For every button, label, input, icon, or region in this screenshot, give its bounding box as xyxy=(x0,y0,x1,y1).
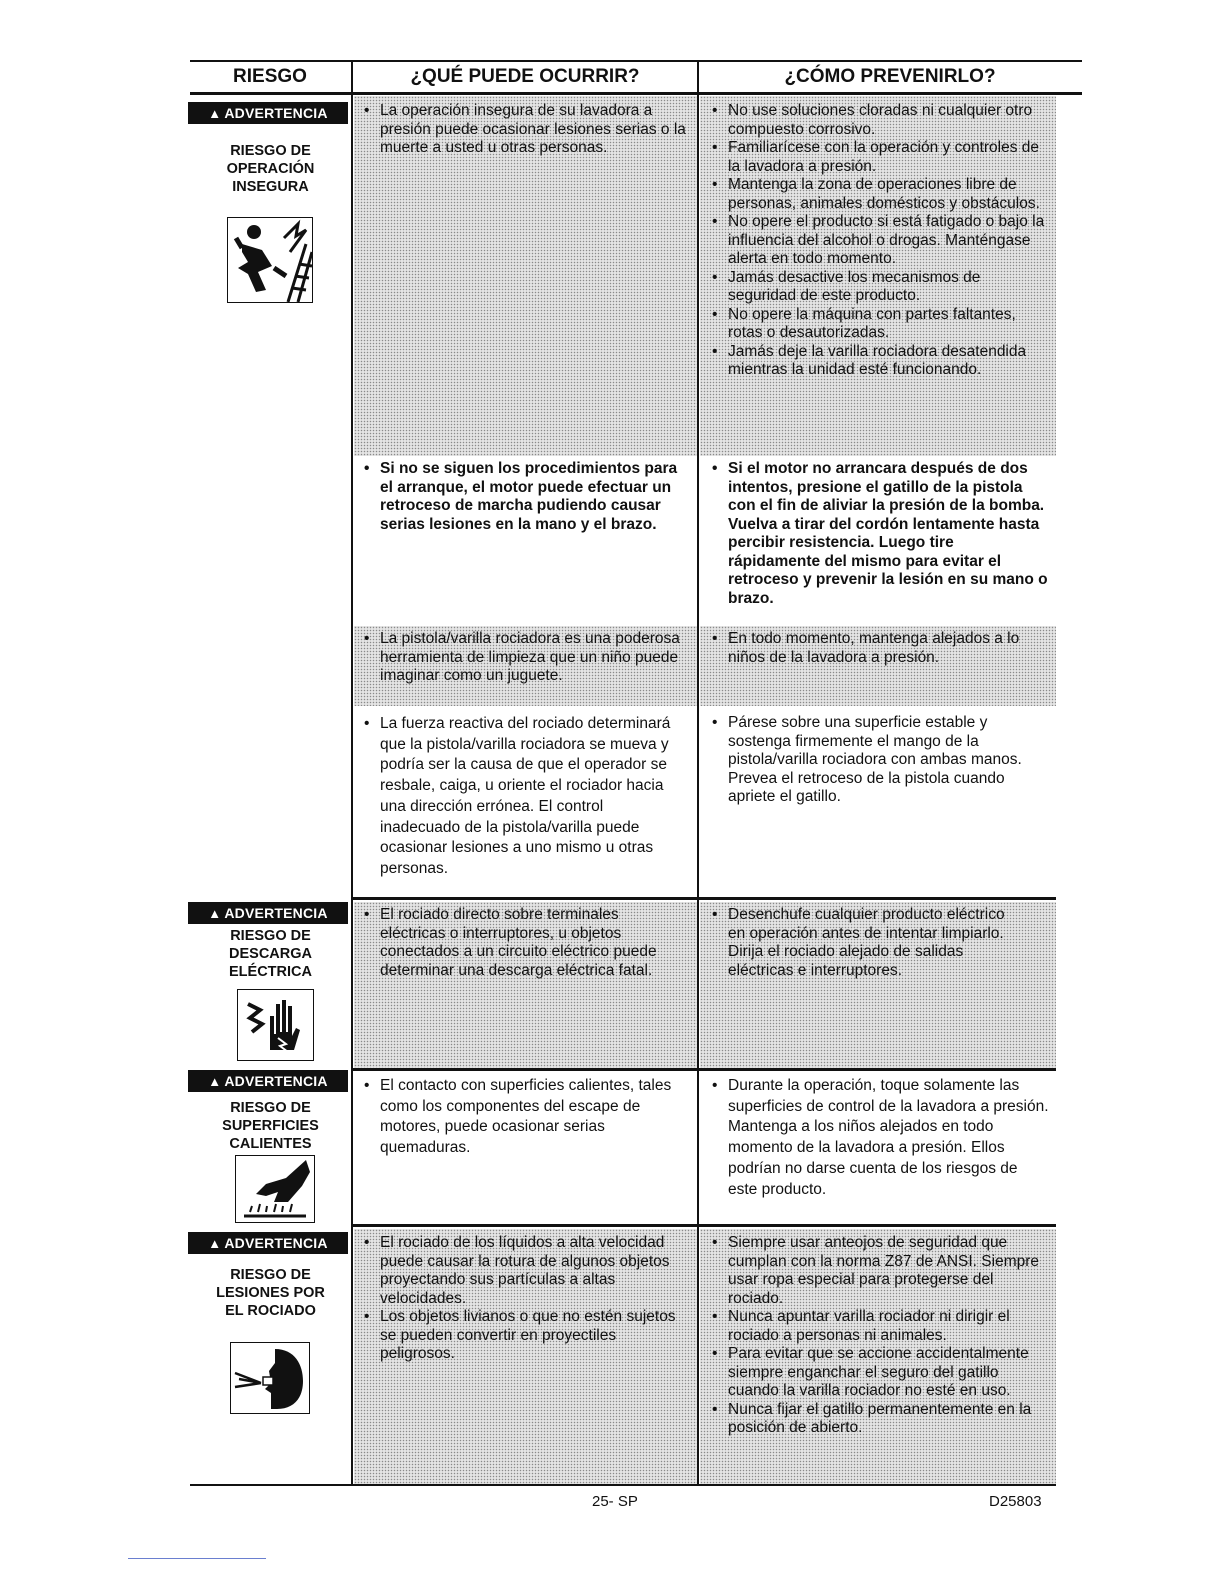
section-rule-1 xyxy=(352,897,1056,900)
list-item: • El rociado de los líquidos a alta velocidad puede causar la rotura de algunos objetos proyectando sus partículas a altas velocidades. xyxy=(358,1234,683,1308)
list-item: • Jamás desactive los mecanismos de seguridad de este producto. xyxy=(706,269,1046,306)
s1-row2-how xyxy=(706,460,1050,608)
s4-row1-what xyxy=(358,1234,683,1364)
s1-row4-what xyxy=(358,714,678,880)
warning-badge: ▲ ADVERTENCIA xyxy=(188,1232,348,1254)
hot-surface-hand-icon xyxy=(235,1155,315,1223)
warning-triangle-icon: ▲ xyxy=(208,1235,222,1251)
spray-face-icon xyxy=(230,1342,310,1414)
document-code: D25803 xyxy=(989,1493,1042,1510)
s4-row1-how xyxy=(706,1234,1051,1438)
list-item: • Mantenga la zona de operaciones libre de personas, animales domésticos y obstáculos. xyxy=(706,176,1046,213)
list-item: • Párese sobre una superficie estable y sostenga firmemente el mango de la pistola/varilla rociadora con ambas manos. Prevea el retroceso de la pistola cuando apriete el gatillo. xyxy=(706,714,1046,807)
electric-shock-hand-icon xyxy=(237,989,314,1061)
list-item: • La fuerza reactiva del rociado determinará que la pistola/varilla rociadora se mueva y podría ser la causa de que el operador se resbale, caiga, u oriente el rociador hacia una dirección errónea. El control inadecuado de la pistola/varilla puede ocasionar lesiones a uno mismo u otras personas. xyxy=(358,714,678,880)
list-item: • Para evitar que se accione accidentalmente siempre enganchar el seguro del gatillo cuando la varilla rociador no esté en uso. xyxy=(706,1345,1051,1401)
list-item: • Los objetos livianos o que no estén sujetos se pueden convertir en proyectiles peligrosos. xyxy=(358,1308,683,1364)
header-como-prevenirlo: ¿CÓMO PREVENIRLO? xyxy=(784,66,996,87)
list-item: • La operación insegura de su lavadora a presión puede ocasionar lesiones serias o la muerte a usted u otras personas. xyxy=(358,102,694,158)
s1-row3-what xyxy=(358,630,694,686)
warning-triangle-icon: ▲ xyxy=(208,105,222,121)
list-item: • Jamás deje la varilla rociadora desatendida mientras la unidad esté funcionando. xyxy=(706,343,1046,380)
list-item: • El contacto con superficies calientes, tales como los componentes del escape de motores, puede ocasionar serias quemaduras. xyxy=(358,1076,688,1159)
warning-badge: ▲ ADVERTENCIA xyxy=(188,1070,348,1092)
s1-row1-how xyxy=(706,102,1046,380)
list-item: • La pistola/varilla rociadora es una poderosa herramienta de limpieza que un niño puede imaginar como un juguete. xyxy=(358,630,694,686)
warning-badge: ▲ ADVERTENCIA xyxy=(188,102,348,124)
warning-badge: ▲ ADVERTENCIA xyxy=(188,902,348,924)
list-item: • Durante la operación, toque solamente las superficies de control de la lavadora a presión. Mantenga a los niños alejados en todo momento de la lavadora a presión. Ellos podrían no darse cuenta de los riesgos de este producto. xyxy=(706,1076,1051,1200)
list-item: • En todo momento, mantenga alejados a lo niños de la lavadora a presión. xyxy=(706,630,1046,667)
section-rule-3 xyxy=(352,1224,1056,1227)
header-riesgo: RIESGO xyxy=(233,66,307,87)
s1-row4-how xyxy=(706,714,1046,807)
list-item: • Siempre usar anteojos de seguridad que cumplan con la norma Z87 de ANSI. Siempre usar ropa especial para protegerse del rociado. xyxy=(706,1234,1051,1308)
list-item: • No opere la máquina con partes faltantes, rotas o desautorizadas. xyxy=(706,306,1046,343)
list-item: • Si no se siguen los procedimientos para el arranque, el motor puede efectuar un retroceso de marcha pudiendo causar serias lesiones en la mano y el brazo. xyxy=(358,460,694,534)
list-item: • Desenchufe cualquier producto eléctrico en operación antes de intentar limpiarlo. Dirija el rociado alejado de salidas eléctricas e interruptores. xyxy=(706,906,1026,980)
bottom-link-rule xyxy=(128,1558,266,1559)
s2-row1-what xyxy=(358,906,678,980)
list-item: • Nunca fijar el gatillo permanentemente en la posición de abierto. xyxy=(706,1401,1051,1438)
risk-title-lesiones-rociado: RIESGO DE LESIONES POR EL ROCIADO xyxy=(216,1267,325,1319)
s1-row3-how xyxy=(706,630,1046,667)
risk-title-superficies-calientes: RIESGO DE SUPERFICIES CALIENTES xyxy=(222,1100,319,1152)
s1-row1-what xyxy=(358,102,694,158)
list-item: • Si el motor no arrancara después de dos intentos, presione el gatillo de la pistola con el fin de aliviar la presión de la bomba. Vuelva a tirar del cordón lentamente hasta percibir resistencia. Luego tire rápidamente del mismo para evitar el retroceso y prevenir la lesión en su mano o brazo. xyxy=(706,460,1050,608)
list-item: • No use soluciones cloradas ni cualquier otro compuesto corrosivo. xyxy=(706,102,1046,139)
table-bottom-rule xyxy=(190,1484,1056,1486)
s3-row1-what xyxy=(358,1076,688,1159)
s2-row1-how xyxy=(706,906,1026,980)
page-number: 25- SP xyxy=(592,1493,638,1510)
section-rule-2 xyxy=(352,1068,1056,1071)
slipping-person-icon xyxy=(227,217,313,303)
list-item: • Nunca apuntar varilla rociador ni dirigir el rociado a personas ni animales. xyxy=(706,1308,1051,1345)
list-item: • El rociado directo sobre terminales eléctricas o interruptores, u objetos conectados a un circuito eléctrico puede determinar una descarga eléctrica fatal. xyxy=(358,906,678,980)
header-bottom-rule xyxy=(190,92,1082,95)
column-rule-right xyxy=(697,62,699,1484)
header-que-puede-ocurrir: ¿QUÉ PUEDE OCURRIR? xyxy=(410,66,640,87)
warning-triangle-icon: ▲ xyxy=(208,905,222,921)
list-item: • No opere el producto si está fatigado o bajo la influencia del alcohol o drogas. Manténgase alerta en todo momento. xyxy=(706,213,1046,269)
header-top-rule xyxy=(190,60,1082,62)
list-item: • Familiarícese con la operación y controles de la lavadora a presión. xyxy=(706,139,1046,176)
warning-triangle-icon: ▲ xyxy=(208,1073,222,1089)
s3-row1-how xyxy=(706,1076,1051,1200)
s1-row2-what xyxy=(358,460,694,534)
risk-title-descarga-electrica: RIESGO DE DESCARGA ELÉCTRICA xyxy=(229,928,312,980)
risk-title-operacion-insegura: RIESGO DE OPERACIÓN INSEGURA xyxy=(226,143,315,195)
